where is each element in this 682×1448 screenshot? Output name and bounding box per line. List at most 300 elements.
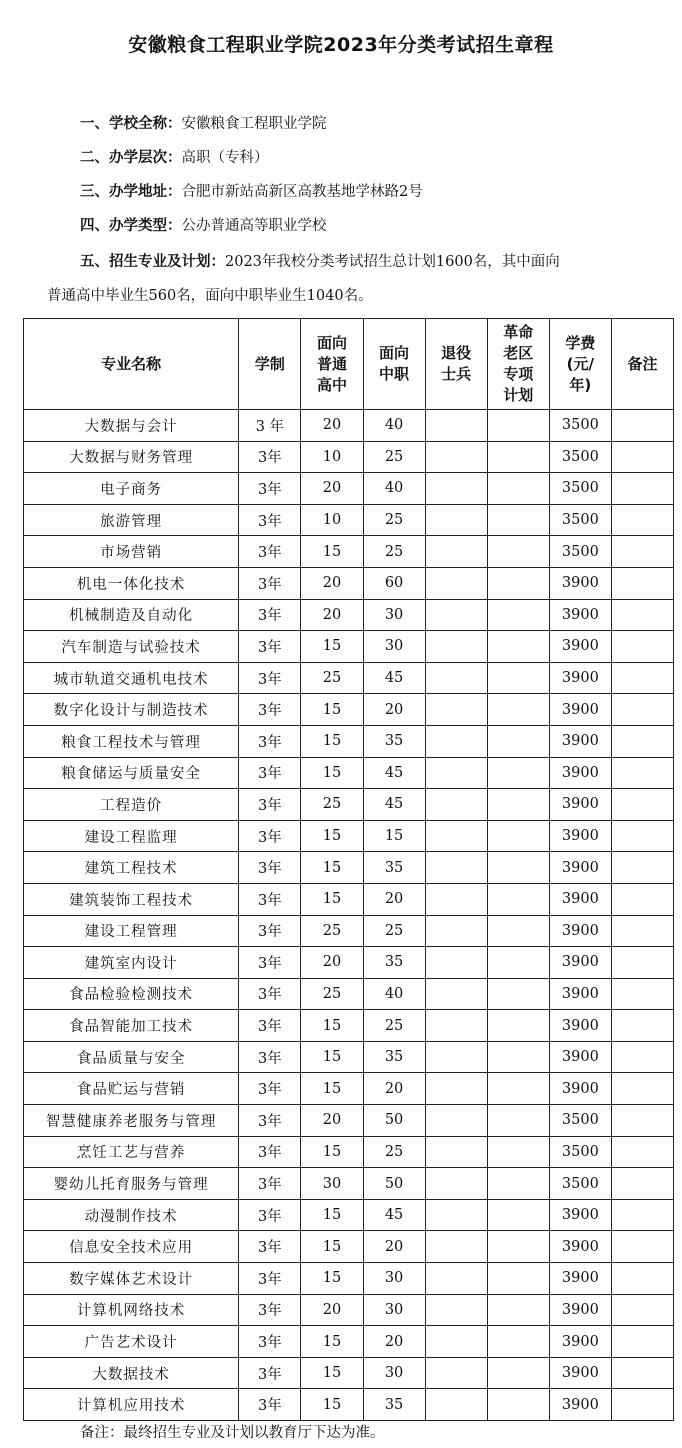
cell-vocational-quota: 20 [363,1326,425,1358]
cell-revolutionary-quota [487,1041,549,1073]
table-row [24,504,674,536]
cell-remarks [611,947,673,979]
cell-high-school-quota: 15 [301,1136,363,1168]
cell-veterans-quota [425,473,487,505]
cell-revolutionary-quota [487,1357,549,1389]
cell-vocational-quota: 45 [363,662,425,694]
cell-vocational-quota: 20 [363,1073,425,1105]
cell-tuition: 3900 [549,631,611,663]
cell-veterans-quota [425,1041,487,1073]
cell-veterans-quota [425,504,487,536]
cell-veterans-quota [425,694,487,726]
cell-revolutionary-quota [487,1389,549,1421]
cell-revolutionary-quota [487,757,549,789]
cell-major-name: 大数据与财务管理 [24,441,239,473]
cell-high-school-quota: 15 [301,820,363,852]
cell-revolutionary-quota [487,536,549,568]
cell-tuition: 3500 [549,1168,611,1200]
cell-tuition: 3900 [549,978,611,1010]
cell-years: 3年 [239,441,301,473]
cell-years: 3年 [239,1073,301,1105]
cell-tuition: 3900 [549,789,611,821]
cell-remarks [611,1041,673,1073]
cell-vocational-quota: 45 [363,789,425,821]
cell-tuition: 3900 [549,567,611,599]
cell-vocational-quota: 30 [363,1294,425,1326]
cell-tuition: 3900 [549,1326,611,1358]
header-revolutionary-area: 革命 老区 专项 计划 [487,319,549,410]
cell-major-name: 数字化设计与制造技术 [24,694,239,726]
cell-veterans-quota [425,1263,487,1295]
cell-remarks [611,978,673,1010]
table-row [24,820,674,852]
cell-high-school-quota: 30 [301,1168,363,1200]
cell-veterans-quota [425,599,487,631]
cell-remarks [611,1294,673,1326]
cell-high-school-quota: 20 [301,599,363,631]
cell-revolutionary-quota [487,662,549,694]
cell-years: 3年 [239,1294,301,1326]
cell-remarks [611,1326,673,1358]
cell-years: 3 年 [239,410,301,442]
cell-high-school-quota: 25 [301,978,363,1010]
cell-vocational-quota: 35 [363,1041,425,1073]
cell-vocational-quota: 40 [363,410,425,442]
header-years: 学制 [239,319,301,410]
cell-revolutionary-quota [487,504,549,536]
cell-vocational-quota: 30 [363,1263,425,1295]
cell-veterans-quota [425,852,487,884]
cell-years: 3年 [239,820,301,852]
table-row [24,599,674,631]
table-row [24,1105,674,1137]
cell-revolutionary-quota [487,567,549,599]
cell-vocational-quota: 40 [363,473,425,505]
cell-years: 3年 [239,1105,301,1137]
cell-high-school-quota: 20 [301,567,363,599]
cell-years: 3年 [239,789,301,821]
cell-tuition: 3900 [549,820,611,852]
cell-high-school-quota: 15 [301,1231,363,1263]
cell-years: 3年 [239,947,301,979]
cell-high-school-quota: 15 [301,1199,363,1231]
info-label: 四、办学类型： [80,218,182,234]
cell-vocational-quota: 25 [363,1136,425,1168]
header-major-name: 专业名称 [24,319,239,410]
table-row [24,410,674,442]
cell-years: 3年 [239,1199,301,1231]
table-row [24,883,674,915]
cell-revolutionary-quota [487,820,549,852]
cell-major-name: 建筑工程技术 [24,852,239,884]
table-row [24,789,674,821]
cell-veterans-quota [425,883,487,915]
cell-high-school-quota: 25 [301,915,363,947]
table-row [24,631,674,663]
cell-revolutionary-quota [487,1010,549,1042]
info-type [80,216,327,236]
cell-vocational-quota: 25 [363,1010,425,1042]
document-title: 安徽粮食工程职业学院2023年分类考试招生章程 [128,34,554,56]
cell-major-name: 建筑室内设计 [24,947,239,979]
table-row [24,473,674,505]
cell-high-school-quota: 15 [301,1326,363,1358]
cell-tuition: 3900 [549,1357,611,1389]
cell-major-name: 机电一体化技术 [24,567,239,599]
cell-tuition: 3900 [549,1041,611,1073]
cell-major-name: 电子商务 [24,473,239,505]
table-row [24,915,674,947]
cell-revolutionary-quota [487,1294,549,1326]
cell-major-name: 食品质量与安全 [24,1041,239,1073]
cell-vocational-quota: 20 [363,1231,425,1263]
cell-veterans-quota [425,1357,487,1389]
cell-high-school-quota: 15 [301,725,363,757]
cell-high-school-quota: 20 [301,1294,363,1326]
info-value: 2023年我校分类考试招生总计划1600名，其中面向 [225,254,560,270]
cell-veterans-quota [425,1294,487,1326]
cell-veterans-quota [425,725,487,757]
cell-tuition: 3900 [549,1010,611,1042]
cell-veterans-quota [425,978,487,1010]
cell-years: 3年 [239,631,301,663]
cell-vocational-quota: 35 [363,852,425,884]
cell-veterans-quota [425,567,487,599]
cell-vocational-quota: 25 [363,441,425,473]
cell-major-name: 建设工程管理 [24,915,239,947]
cell-tuition: 3500 [549,536,611,568]
cell-veterans-quota [425,631,487,663]
info-value: 安徽粮食工程职业学院 [181,116,327,132]
cell-high-school-quota: 20 [301,1105,363,1137]
cell-remarks [611,441,673,473]
cell-remarks [611,725,673,757]
table-row [24,978,674,1010]
cell-revolutionary-quota [487,1199,549,1231]
cell-vocational-quota: 25 [363,915,425,947]
cell-tuition: 3900 [549,694,611,726]
cell-vocational-quota: 45 [363,1199,425,1231]
table-row [24,1231,674,1263]
cell-high-school-quota: 15 [301,1263,363,1295]
cell-high-school-quota: 15 [301,1357,363,1389]
cell-remarks [611,536,673,568]
cell-years: 3年 [239,1231,301,1263]
cell-years: 3年 [239,852,301,884]
cell-vocational-quota: 35 [363,947,425,979]
cell-years: 3年 [239,694,301,726]
cell-high-school-quota: 20 [301,473,363,505]
cell-remarks [611,1389,673,1421]
cell-revolutionary-quota [487,725,549,757]
cell-veterans-quota [425,1073,487,1105]
cell-major-name: 食品智能加工技术 [24,1010,239,1042]
cell-veterans-quota [425,410,487,442]
header-tuition: 学费 (元/ 年) [549,319,611,410]
cell-veterans-quota [425,1105,487,1137]
cell-remarks [611,915,673,947]
table-row [24,1263,674,1295]
cell-vocational-quota: 25 [363,504,425,536]
cell-major-name: 机械制造及自动化 [24,599,239,631]
table-row [24,1326,674,1358]
cell-revolutionary-quota [487,599,549,631]
cell-high-school-quota: 15 [301,1010,363,1042]
cell-vocational-quota: 50 [363,1105,425,1137]
table-row [24,852,674,884]
cell-major-name: 工程造价 [24,789,239,821]
cell-veterans-quota [425,536,487,568]
table-row [24,1010,674,1042]
header-high-school: 面向 普通 高中 [301,319,363,410]
info-level [80,148,269,168]
cell-revolutionary-quota [487,978,549,1010]
table-row [24,1168,674,1200]
cell-tuition: 3900 [549,662,611,694]
cell-major-name: 广告艺术设计 [24,1326,239,1358]
cell-veterans-quota [425,757,487,789]
cell-high-school-quota: 25 [301,789,363,821]
cell-veterans-quota [425,820,487,852]
cell-tuition: 3900 [549,1073,611,1105]
cell-years: 3年 [239,662,301,694]
cell-major-name: 烹饪工艺与营养 [24,1136,239,1168]
cell-remarks [611,1168,673,1200]
cell-major-name: 大数据与会计 [24,410,239,442]
cell-years: 3年 [239,599,301,631]
cell-years: 3年 [239,567,301,599]
cell-veterans-quota [425,915,487,947]
table-row [24,1357,674,1389]
table-row [24,441,674,473]
cell-revolutionary-quota [487,473,549,505]
cell-major-name: 食品贮运与营销 [24,1073,239,1105]
cell-revolutionary-quota [487,1136,549,1168]
info-label: 一、学校全称： [80,116,182,132]
cell-major-name: 计算机网络技术 [24,1294,239,1326]
cell-tuition: 3900 [549,883,611,915]
cell-remarks [611,1357,673,1389]
cell-revolutionary-quota [487,915,549,947]
cell-remarks [611,883,673,915]
cell-tuition: 3500 [549,1136,611,1168]
cell-remarks [611,662,673,694]
cell-years: 3年 [239,725,301,757]
cell-revolutionary-quota [487,852,549,884]
cell-years: 3年 [239,1263,301,1295]
cell-tuition: 3900 [549,915,611,947]
cell-tuition: 3500 [549,410,611,442]
cell-major-name: 建设工程监理 [24,820,239,852]
cell-revolutionary-quota [487,1326,549,1358]
cell-remarks [611,631,673,663]
cell-tuition: 3900 [549,947,611,979]
cell-remarks [611,1263,673,1295]
cell-remarks [611,410,673,442]
cell-high-school-quota: 10 [301,504,363,536]
cell-major-name: 计算机应用技术 [24,1389,239,1421]
cell-high-school-quota: 20 [301,410,363,442]
cell-remarks [611,1231,673,1263]
cell-remarks [611,1136,673,1168]
table-body [24,410,674,1421]
cell-high-school-quota: 15 [301,883,363,915]
cell-vocational-quota: 30 [363,631,425,663]
cell-tuition: 3900 [549,1294,611,1326]
cell-remarks [611,694,673,726]
cell-years: 3年 [239,1326,301,1358]
cell-veterans-quota [425,1326,487,1358]
table-row [24,694,674,726]
header-vocational: 面向 中职 [363,319,425,410]
cell-years: 3年 [239,915,301,947]
cell-vocational-quota: 35 [363,725,425,757]
cell-vocational-quota: 15 [363,820,425,852]
cell-revolutionary-quota [487,441,549,473]
cell-veterans-quota [425,1010,487,1042]
cell-vocational-quota: 45 [363,757,425,789]
table-header-row [24,319,674,410]
footnote: 备注：最终招生专业及计划以教育厅下达为准。 [80,1425,385,1441]
cell-major-name: 粮食储运与质量安全 [24,757,239,789]
table-row [24,1073,674,1105]
cell-major-name: 旅游管理 [24,504,239,536]
cell-remarks [611,1199,673,1231]
cell-tuition: 3900 [549,725,611,757]
cell-remarks [611,473,673,505]
cell-remarks [611,599,673,631]
cell-years: 3年 [239,1357,301,1389]
cell-remarks [611,567,673,599]
cell-vocational-quota: 40 [363,978,425,1010]
cell-remarks [611,504,673,536]
table-row [24,536,674,568]
cell-major-name: 食品检验检测技术 [24,978,239,1010]
cell-vocational-quota: 20 [363,694,425,726]
info-label: 五、招生专业及计划： [80,254,225,270]
cell-high-school-quota: 10 [301,441,363,473]
cell-revolutionary-quota [487,410,549,442]
info-plan [80,252,560,272]
cell-years: 3年 [239,504,301,536]
table-row [24,662,674,694]
cell-tuition: 3900 [549,599,611,631]
cell-revolutionary-quota [487,789,549,821]
cell-high-school-quota: 15 [301,536,363,568]
cell-remarks [611,820,673,852]
cell-major-name: 婴幼儿托育服务与管理 [24,1168,239,1200]
cell-veterans-quota [425,1231,487,1263]
cell-revolutionary-quota [487,1263,549,1295]
cell-tuition: 3900 [549,852,611,884]
cell-tuition: 3500 [549,441,611,473]
cell-major-name: 大数据技术 [24,1357,239,1389]
cell-remarks [611,1105,673,1137]
cell-vocational-quota: 25 [363,536,425,568]
cell-revolutionary-quota [487,883,549,915]
cell-veterans-quota [425,1199,487,1231]
cell-tuition: 3900 [549,757,611,789]
cell-veterans-quota [425,1136,487,1168]
table-row [24,1136,674,1168]
cell-years: 3年 [239,883,301,915]
cell-revolutionary-quota [487,1073,549,1105]
table-row [24,1041,674,1073]
cell-high-school-quota: 15 [301,631,363,663]
cell-revolutionary-quota [487,1168,549,1200]
enrollment-plan-table [23,318,674,1421]
cell-years: 3年 [239,1389,301,1421]
cell-major-name: 城市轨道交通机电技术 [24,662,239,694]
cell-veterans-quota [425,1389,487,1421]
info-value: 高职（专科） [181,150,269,166]
info-address [80,182,423,202]
cell-vocational-quota: 30 [363,1357,425,1389]
cell-major-name: 智慧健康养老服务与管理 [24,1105,239,1137]
cell-major-name: 市场营销 [24,536,239,568]
cell-vocational-quota: 60 [363,567,425,599]
cell-veterans-quota [425,662,487,694]
cell-years: 3年 [239,1136,301,1168]
cell-high-school-quota: 15 [301,694,363,726]
cell-high-school-quota: 15 [301,1041,363,1073]
cell-veterans-quota [425,789,487,821]
cell-years: 3年 [239,1041,301,1073]
cell-tuition: 3900 [549,1199,611,1231]
info-value: 公办普通高等职业学校 [181,218,327,234]
cell-years: 3年 [239,1010,301,1042]
table-row [24,567,674,599]
cell-tuition: 3500 [549,1105,611,1137]
cell-revolutionary-quota [487,631,549,663]
cell-revolutionary-quota [487,947,549,979]
cell-vocational-quota: 20 [363,883,425,915]
table-row [24,757,674,789]
cell-vocational-quota: 35 [363,1389,425,1421]
info-label: 三、办学地址： [80,184,182,200]
info-label: 二、办学层次： [80,150,182,166]
cell-remarks [611,789,673,821]
table-row [24,725,674,757]
cell-vocational-quota: 50 [363,1168,425,1200]
cell-high-school-quota: 15 [301,852,363,884]
cell-major-name: 建筑装饰工程技术 [24,883,239,915]
cell-revolutionary-quota [487,1105,549,1137]
cell-high-school-quota: 15 [301,757,363,789]
cell-years: 3年 [239,757,301,789]
cell-major-name: 动漫制作技术 [24,1199,239,1231]
header-remarks: 备注 [611,319,673,410]
cell-major-name: 数字媒体艺术设计 [24,1263,239,1295]
cell-vocational-quota: 30 [363,599,425,631]
cell-years: 3年 [239,1168,301,1200]
cell-years: 3年 [239,473,301,505]
cell-remarks [611,757,673,789]
table-row [24,947,674,979]
cell-remarks [611,852,673,884]
cell-years: 3年 [239,978,301,1010]
cell-veterans-quota [425,947,487,979]
cell-veterans-quota [425,441,487,473]
cell-tuition: 3900 [549,1231,611,1263]
cell-revolutionary-quota [487,694,549,726]
cell-revolutionary-quota [487,1231,549,1263]
cell-years: 3年 [239,536,301,568]
info-value: 合肥市新站高新区高教基地学林路2号 [181,184,423,200]
cell-major-name: 粮食工程技术与管理 [24,725,239,757]
info-school-name [80,114,327,134]
cell-tuition: 3900 [549,1389,611,1421]
